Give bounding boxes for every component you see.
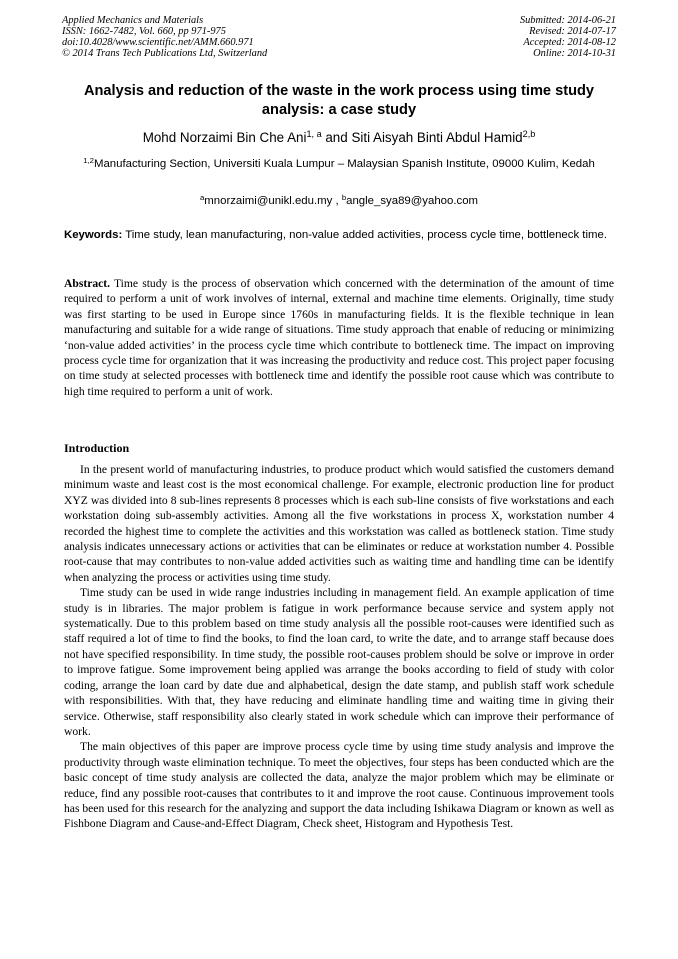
affiliation-text: Manufacturing Section, Universiti Kuala Lumpur – Malaysian Spanish Institute, 09000 Kulim, Kedah <box>93 158 595 170</box>
abstract-text: Time study is the process of observation which concerned with the determination of the amount of time required to perform a unit of work involves of internal, external and machine time elements. Originally, time study was first starting to be used in Europe since 1760s in manufacturing fields. It is the flexible technique in lean manufacturing and suitable for a wide range of situations. Time study approach that enable of reducing or minimizing ‘non-value added activities’ in the process cycle time which contribute to bottleneck time. The impact on improving process cycle time for organization that it was increasing the productivity and reduce cost. This project paper focusing on time study at selected processes with bottleneck time and identify the possible root cause which was contribute to high time required to perform a unit of work. <box>64 277 614 398</box>
email-a[interactable]: mnorzaimi@unikl.edu.my , <box>204 195 342 207</box>
email-a-mark: a <box>199 192 205 202</box>
date-accepted: Accepted: 2014-08-12 <box>523 37 616 48</box>
author-2-affiliation-mark: 2,b <box>522 129 536 139</box>
affiliation <box>66 156 612 172</box>
introduction-paragraph-2: Time study can be used in wide range industries including in management field. An example application of time study is in libraries. The major problem is fatigue in work performance because service and system apply not systematically. Due to this problem based on time study analysis all the possible root-causes were identified such as staff required a lot of time to find the books, to find the loan card, to write the date, and to arrange staff because does not have specified responsibility. In time study, the possible root-causes problem should be solve or improve in order to improve fatigue. Some improvement being applied was arrange the books according to field of study with color coding, arrange the loan card by date due and alphabetical, design the date stamp, and publish staff work schedule with responsibilities. With that, they have reducing and eliminate handling time and waiting time in giving their service. Otherwise, staff responsibility also clearly stated in work schedule which can improve their performance of work. <box>64 586 614 738</box>
publication-dates <box>520 15 616 59</box>
author-line <box>40 129 638 147</box>
journal-header <box>62 15 616 59</box>
author-2-name: Siti Aisyah Binti Abdul Hamid <box>351 130 523 145</box>
email-b[interactable]: angle_sya89@yahoo.com <box>346 195 479 207</box>
abstract-label: Abstract. <box>64 277 111 290</box>
date-revised: Revised: 2014-07-17 <box>529 26 616 37</box>
abstract <box>64 276 614 399</box>
journal-name: Applied Mechanics and Materials <box>62 15 204 26</box>
keywords-label: Keywords: <box>64 229 123 241</box>
affiliation-mark: 1,2 <box>83 155 94 165</box>
keywords <box>64 228 614 243</box>
author-1-name: Mohd Norzaimi Bin Che Ani <box>142 130 307 145</box>
introduction-paragraph-3: The main objectives of this paper are improve process cycle time by using time study analysis and improve the productivity through waste elimination technique. To meet the objectives, four steps has been conducted which are the basic concept of time study analysis are collected the data, analyze the major problem which may be eliminate or reduce, find any possible root-causes that contributes to it and improve the root cause. Continuous improvement tools has been used for this research for the analyzing and support the data including Ishikawa Diagram or known as well as Fishbone Diagram and Cause-and-Effect Diagram, Check sheet, Histogram and Hypothesis Test. <box>64 740 614 831</box>
introduction-paragraph-1: In the present world of manufacturing industries, to produce product which would satisfied the customers demand minimum waste and least cost is the most economical challenge. For example, electronic production line for product XYZ was divided into 8 sub-lines represents 8 processes which is each sub-line consists of five workstations and each workstation doing sub-assembly activities. Among all the five workstations in process X, workstation number 4 recorded the highest time to complete the activities and this workstation was called as bottleneck station. Time study analysis indicates unnecessary actions or activities that can be eliminates or reduce at workstation number 4. Possible root-cause that may contributes to non-value added activities such as waiting time and handling time can be identify when analyzing the process or activities using time study. <box>64 463 614 584</box>
email-b-mark: b <box>341 192 347 202</box>
keywords-text: Time study, lean manufacturing, non-value added activities, process cycle time, bottleneck time. <box>122 229 607 241</box>
date-online: Online: 2014-10-31 <box>533 48 616 59</box>
introduction-heading: Introduction <box>64 441 130 455</box>
author-connector: and <box>321 130 352 145</box>
author-1-affiliation-mark: 1, a <box>306 129 322 139</box>
journal-info <box>62 15 267 59</box>
journal-issn: ISSN: 1662-7482, Vol. 660, pp 971-975 <box>62 26 226 37</box>
date-submitted: Submitted: 2014-06-21 <box>519 15 616 26</box>
introduction-body <box>64 462 614 832</box>
journal-copyright: © 2014 Trans Tech Publications Ltd, Switzerland <box>62 48 268 59</box>
author-emails <box>66 193 612 209</box>
journal-doi: doi:10.4028/www.scientific.net/AMM.660.971 <box>62 37 254 48</box>
paper-title: Analysis and reduction of the waste in the work process using time study analysis: a case study <box>83 83 595 118</box>
